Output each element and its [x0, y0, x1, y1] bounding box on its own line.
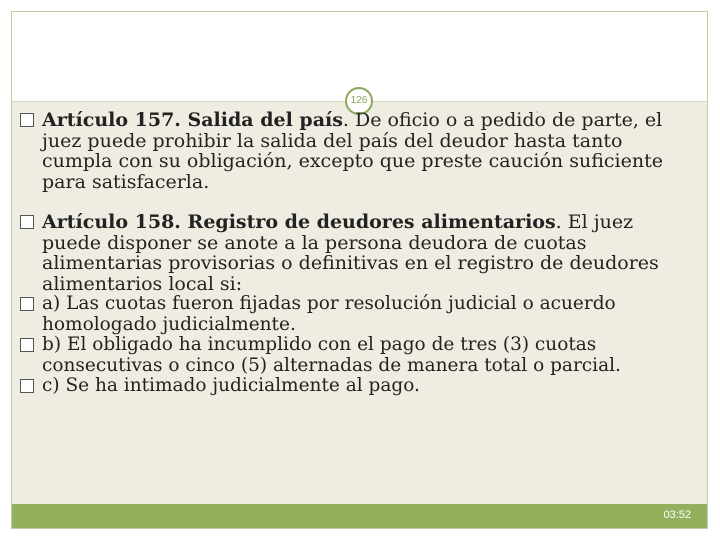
article-158-text: . El juez puede disponer se anote a la persona deudora de cuotas alimentarias provisorias o definitivas en el registro de deudores alimentarios local si:: [42, 211, 659, 295]
article-158-heading: Artículo 158. Registro de deudores alimentarios: [42, 211, 556, 233]
list-item-text: c) Se ha intimado judicialmente al pago.: [42, 375, 420, 396]
article-157-text: . De oficio o a pedido de parte, el juez puede prohibir la salida del país del deudor hasta tanto cumpla con su obligación, excepto que preste caución suficiente para satisfacerla.: [42, 109, 663, 193]
slide-number-badge: 126: [345, 87, 373, 115]
footer-time: 03:52: [663, 509, 691, 521]
list-item: [20, 294, 692, 335]
list-item: [20, 376, 692, 397]
article-157-heading: Artículo 157. Salida del país: [42, 109, 343, 131]
list-item-text: a) Las cuotas fueron fijadas por resolución judicial o acuerdo homologado judicialmente.: [42, 293, 616, 335]
article-157-paragraph: [20, 110, 692, 192]
list-item-text: b) El obligado ha incumplido con el pago de tres (3) cuotas consecutivas o cinco (5) alternadas de manera total o parcial.: [42, 334, 621, 376]
checkbox-bullet-icon: [20, 297, 34, 311]
checkbox-bullet-icon: [20, 338, 34, 352]
checkbox-bullet-icon: [20, 215, 34, 229]
list-item: [20, 335, 692, 376]
article-158-paragraph: [20, 212, 692, 294]
slide-body: [20, 110, 692, 397]
checkbox-bullet-icon: [20, 379, 34, 393]
checkbox-bullet-icon: [20, 113, 34, 127]
footer-bar: [12, 504, 707, 528]
